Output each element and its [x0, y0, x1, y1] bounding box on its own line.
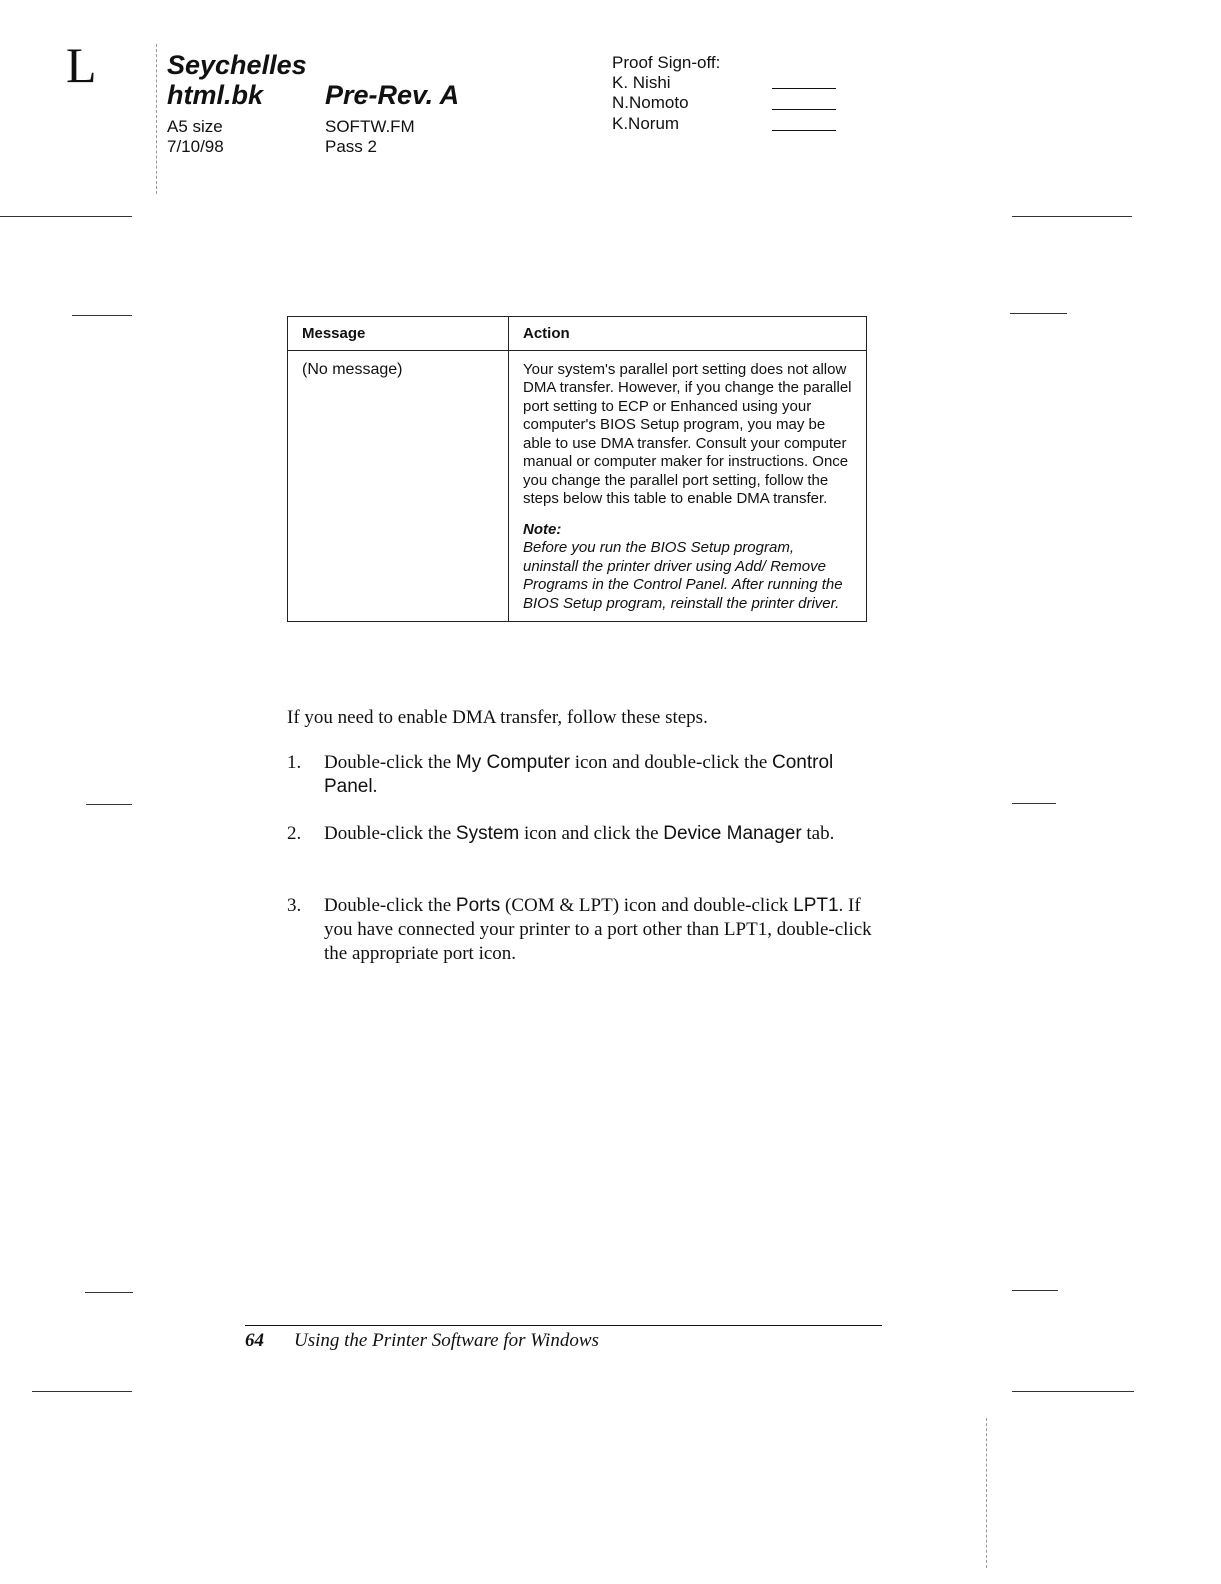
ui-term-ports: Ports: [455, 895, 501, 916]
signature-line-3: [772, 130, 836, 131]
proofer-1: K. Nishi: [612, 73, 671, 92]
ui-term-my-computer: My Computer: [455, 752, 570, 773]
step-1: [287, 751, 887, 799]
page-number: 64: [245, 1330, 264, 1351]
revision-label: Pre-Rev. A: [325, 80, 460, 110]
crop-mark: [85, 1292, 133, 1293]
table-row: [288, 350, 867, 622]
step-text: Double-click the: [324, 823, 456, 844]
step-text: . If you have connected your printer to a port other than LPT1, double-click the appropriate port icon.: [324, 895, 872, 964]
step-text: (COM & LPT) icon and double-click: [500, 895, 794, 916]
step-2: [287, 822, 887, 846]
step-number: 3.: [287, 895, 302, 916]
book-name: html.bk: [167, 80, 264, 110]
step-text: Double-click the: [324, 752, 456, 773]
step-text: icon and double-click the: [569, 752, 773, 773]
signature-line-1: [772, 88, 836, 89]
header-date: 7/10/98: [167, 137, 224, 156]
crop-mark: [0, 216, 132, 217]
step-3: [287, 894, 887, 966]
ui-term-control-panel: Control Panel: [324, 752, 834, 797]
file-name: SOFTW.FM: [325, 117, 415, 136]
crop-mark: [72, 315, 132, 316]
step-text: Double-click the: [324, 895, 456, 916]
crop-mark: [1012, 216, 1132, 217]
message-cell: (No message): [288, 350, 509, 622]
footer-margin-dash: [986, 1418, 987, 1568]
header-margin-dash: [156, 44, 157, 194]
message-table: [287, 316, 867, 622]
corner-letter: L: [66, 37, 97, 93]
note-text: Before you run the BIOS Setup program, uninstall the printer driver using Add/ Remove Programs in the Control Panel. After running the BIOS Setup program, reinstall the printer driver.: [523, 539, 843, 612]
crop-mark: [1010, 313, 1067, 314]
chapter-title: Using the Printer Software for Windows: [294, 1330, 599, 1351]
page-footer: [245, 1330, 599, 1352]
column-header-action: Action: [509, 317, 867, 351]
proof-signoff-title: Proof Sign-off:: [612, 53, 721, 72]
signature-line-2: [772, 109, 836, 110]
crop-mark: [1012, 803, 1056, 804]
ui-term-system: System: [455, 823, 520, 844]
crop-mark: [86, 804, 132, 805]
action-text: Your system's parallel port setting does not allow DMA transfer. However, if you change the parallel port setting to ECP or Enhanced using your computer's BIOS Setup program, you may be able to use DMA transfer. Consult your computer manual or computer maker for instructions. Once you change the parallel port setting, follow the steps below this table to enable DMA transfer.: [523, 360, 852, 507]
footer-rule: [245, 1325, 882, 1326]
step-number: 1.: [287, 752, 302, 773]
crop-mark: [1012, 1290, 1058, 1291]
note-title: Note:: [523, 520, 562, 538]
proofer-3: K.Norum: [612, 114, 680, 133]
project-name: Seychelles: [167, 50, 307, 80]
pass-label: Pass 2: [325, 137, 377, 156]
intro-paragraph: If you need to enable DMA transfer, follow these steps.: [287, 707, 708, 728]
step-number: 2.: [287, 823, 302, 844]
step-text: tab.: [801, 823, 835, 844]
action-cell: [509, 350, 867, 622]
proofer-2: N.Nomoto: [612, 93, 689, 112]
ui-term-lpt1: LPT1: [793, 895, 839, 916]
ui-term-device-manager: Device Manager: [663, 823, 802, 844]
step-text: .: [372, 776, 378, 797]
paper-size: A5 size: [167, 117, 223, 136]
step-text: icon and click the: [519, 823, 664, 844]
crop-mark: [1012, 1391, 1134, 1392]
crop-mark: [32, 1391, 132, 1392]
column-header-message: Message: [288, 317, 509, 351]
